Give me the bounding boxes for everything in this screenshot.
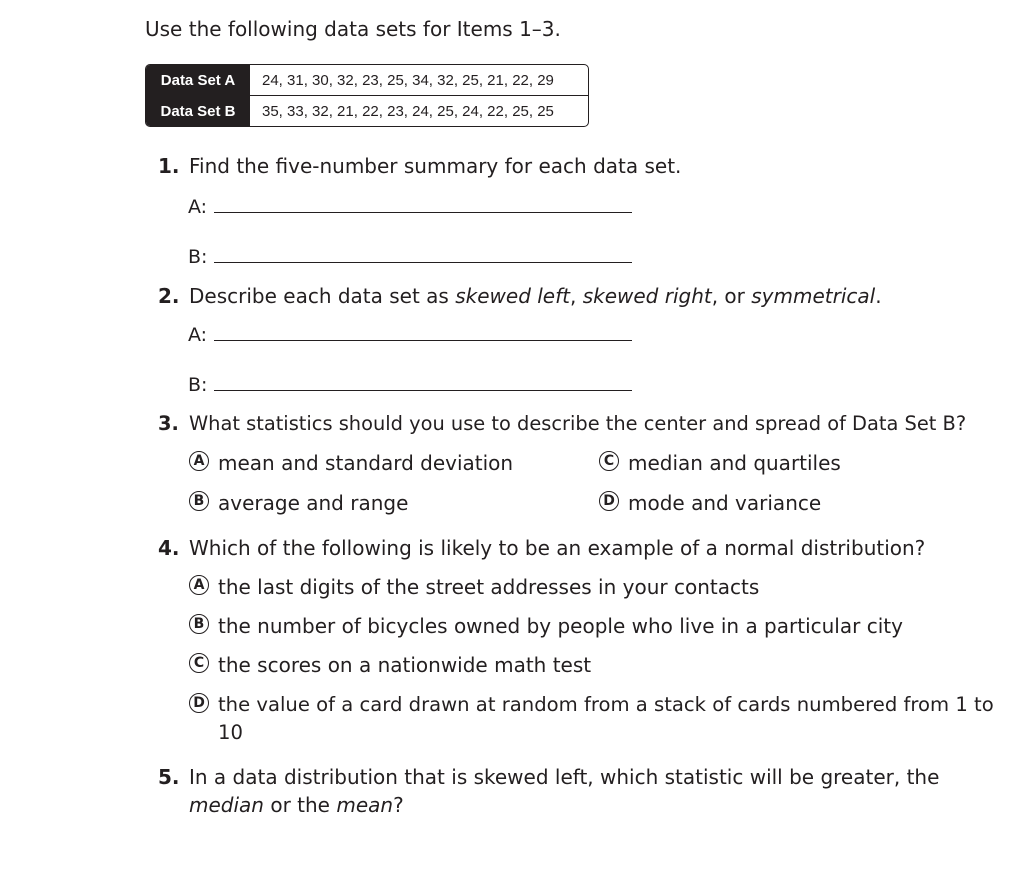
item-5-connector: or the: [263, 793, 337, 817]
choice-text: the last digits of the street addresses in your contacts: [218, 575, 760, 599]
item-4-choice-a[interactable]: [189, 573, 759, 601]
answer-label-b: B:: [188, 374, 208, 396]
item-4-text: Which of the following is likely to be an example of a normal distribution?: [189, 536, 926, 560]
term-symmetrical: symmetrical: [751, 284, 876, 308]
item-2-period: .: [875, 284, 882, 308]
choice-a-circle-icon: A: [189, 451, 209, 471]
choice-text: median and quartiles: [628, 451, 841, 475]
choice-text: mode and variance: [628, 491, 822, 515]
item-4-choice-b[interactable]: [189, 612, 903, 640]
item-5-number: 5.: [158, 765, 180, 789]
item-5-text: In a data distribution that is skewed left, which statistic will be greater, the: [189, 765, 940, 789]
term-skewed-left: skewed left: [455, 284, 570, 308]
data-set-b-row: [146, 95, 588, 126]
item-1-number: 1.: [158, 154, 180, 178]
item-1-answer-b[interactable]: [188, 244, 632, 270]
item-3-number: 3.: [158, 412, 179, 435]
answer-blank[interactable]: [214, 390, 632, 391]
item-2-answer-a[interactable]: [188, 322, 632, 348]
choice-b-circle-icon: B: [189, 614, 209, 634]
item-2-separator: ,: [569, 284, 583, 308]
answer-label-a: A:: [188, 324, 208, 346]
item-1-question: [158, 152, 681, 180]
item-3-choice-c[interactable]: [599, 449, 841, 477]
item-2-question: [158, 282, 882, 310]
choice-text: the value of a card drawn at random from a stack of cards numbered from 1 to 10: [218, 693, 994, 744]
item-3-choice-a[interactable]: [189, 449, 513, 477]
data-set-a-label: Data Set A: [146, 65, 250, 95]
choice-d-circle-icon: D: [599, 491, 619, 511]
item-3-choice-d[interactable]: [599, 489, 821, 517]
item-2-number: 2.: [158, 284, 180, 308]
choice-text: the scores on a nationwide math test: [218, 653, 592, 677]
item-3-choice-b[interactable]: [189, 489, 408, 517]
item-2-answer-b[interactable]: [188, 372, 632, 398]
choice-text: average and range: [218, 491, 409, 515]
item-4-number: 4.: [158, 536, 180, 560]
item-2-separator: , or: [711, 284, 752, 308]
choice-d-circle-icon: D: [189, 693, 209, 713]
choice-a-circle-icon: A: [189, 575, 209, 595]
answer-blank[interactable]: [214, 212, 632, 213]
item-4-choice-c[interactable]: [189, 651, 591, 679]
choice-text: the number of bicycles owned by people who live in a particular city: [218, 614, 903, 638]
choice-c-circle-icon: C: [599, 451, 619, 471]
item-5-question: [158, 763, 1008, 819]
term-skewed-right: skewed right: [582, 284, 712, 308]
item-5-second-line: [158, 791, 1008, 819]
choice-b-circle-icon: B: [189, 491, 209, 511]
item-4-question: [158, 534, 925, 562]
term-median: median: [189, 793, 264, 817]
data-set-b-label: Data Set B: [146, 96, 250, 126]
choice-text: mean and standard deviation: [218, 451, 514, 475]
answer-blank[interactable]: [214, 340, 632, 341]
item-1-text: Find the five-number summary for each data set.: [189, 154, 682, 178]
item-1-answer-a[interactable]: [188, 194, 632, 220]
answer-label-a: A:: [188, 196, 208, 218]
answer-label-b: B:: [188, 246, 208, 268]
item-2-text: Describe each data set as: [189, 284, 456, 308]
data-sets-table: [145, 64, 589, 127]
choice-c-circle-icon: C: [189, 653, 209, 673]
item-4-choice-d[interactable]: [189, 691, 1014, 747]
item-3-question: [158, 410, 966, 438]
item-3-text: What statistics should you use to describe the center and spread of Data Set B?: [189, 412, 967, 435]
term-mean: mean: [336, 793, 394, 817]
data-set-b-values: 35, 33, 32, 21, 22, 23, 24, 25, 24, 22, 25, 25: [262, 102, 554, 120]
answer-blank[interactable]: [214, 262, 632, 263]
item-5-end: ?: [393, 793, 404, 817]
data-set-a-row: [146, 65, 588, 95]
instructions-heading: Use the following data sets for Items 1–3.: [145, 17, 561, 41]
data-set-a-values: 24, 31, 30, 32, 23, 25, 34, 32, 25, 21, 22, 29: [262, 71, 554, 89]
